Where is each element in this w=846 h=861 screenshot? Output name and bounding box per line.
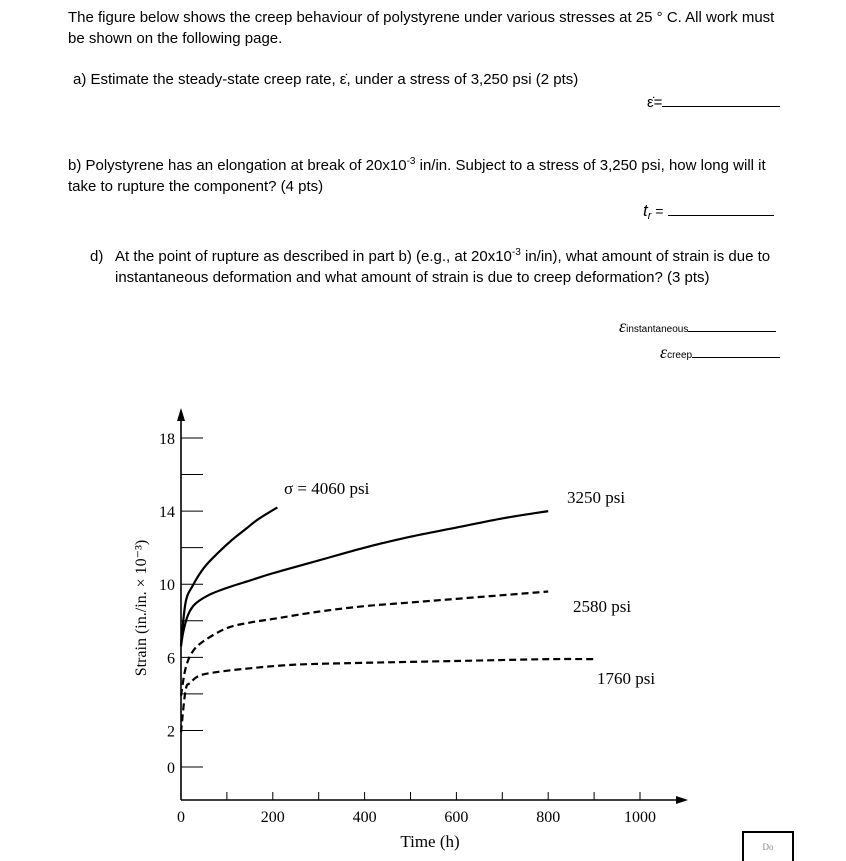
y-tick-label-18: 18 — [159, 431, 175, 448]
series-label-3250-psi: 3250 psi — [567, 488, 626, 507]
y-tick-label-10: 10 — [159, 577, 175, 595]
part-a-question: a) Estimate the steady-state creep rate, ε̇, under a stress of 3,250 psi (2 pts) — [73, 71, 579, 88]
y-tick-label-2: 2 — [167, 723, 175, 741]
y-tick-label-0: 0 — [167, 760, 175, 777]
y-tick-label-14: 14 — [159, 504, 175, 522]
series-line-2580-psi — [181, 592, 548, 696]
intro-text: The figure below shows the creep behaviour of polystyrene under various stresses at 25 ° C. All work must be shown on the following page. — [68, 9, 775, 47]
series-line-3250-psi — [181, 511, 548, 646]
rupture-time-symbol: $t_r$ = — [643, 201, 664, 222]
part-b-question: b) Polystyrene has an elongation at break of $20x10^{-3}$ in/in. Subject to a stress of 3,250 psi, how long will it take to rupture the component? (4 pts) — [68, 156, 766, 195]
x-axis-arrow — [676, 796, 688, 804]
x-tick-label-800: 800 — [536, 809, 561, 826]
part-d-text: At the point of rupture as described in part b) (e.g., at $20x10^{-3}$ in/in), what amount of strain is due to instantaneous deformation and what amount of strain is due to creep deformation? (3 pts) — [115, 247, 771, 286]
part-d-answer-creep: εcreep — [660, 342, 780, 366]
y-axis-arrow — [177, 408, 185, 421]
series-label-2580-psi: 2580 psi — [573, 597, 632, 616]
series-label-1760-psi: 1760 psi — [597, 669, 656, 688]
y-axis-title: Strain (in./in. × 10⁻³) — [133, 539, 150, 677]
series-line-1760-psi — [181, 659, 594, 732]
x-tick-label-200: 200 — [260, 809, 285, 826]
page-stamp: Do — [742, 831, 794, 861]
series-label-4060-psi: σ = 4060 psi — [284, 479, 370, 498]
x-tick-label-1000: 1000 — [624, 809, 656, 826]
x-tick-label-0: 0 — [177, 809, 185, 826]
x-tick-label-600: 600 — [444, 809, 469, 826]
part-d-answer-instantaneous: εinstantaneous — [619, 316, 776, 340]
x-tick-label-400: 400 — [352, 809, 377, 826]
creep-rate-label: ε̇= — [647, 94, 663, 111]
y-tick-label-6: 6 — [167, 650, 175, 668]
x-axis-title: Time (h) — [400, 832, 460, 851]
part-d-marker: d) — [90, 248, 104, 265]
